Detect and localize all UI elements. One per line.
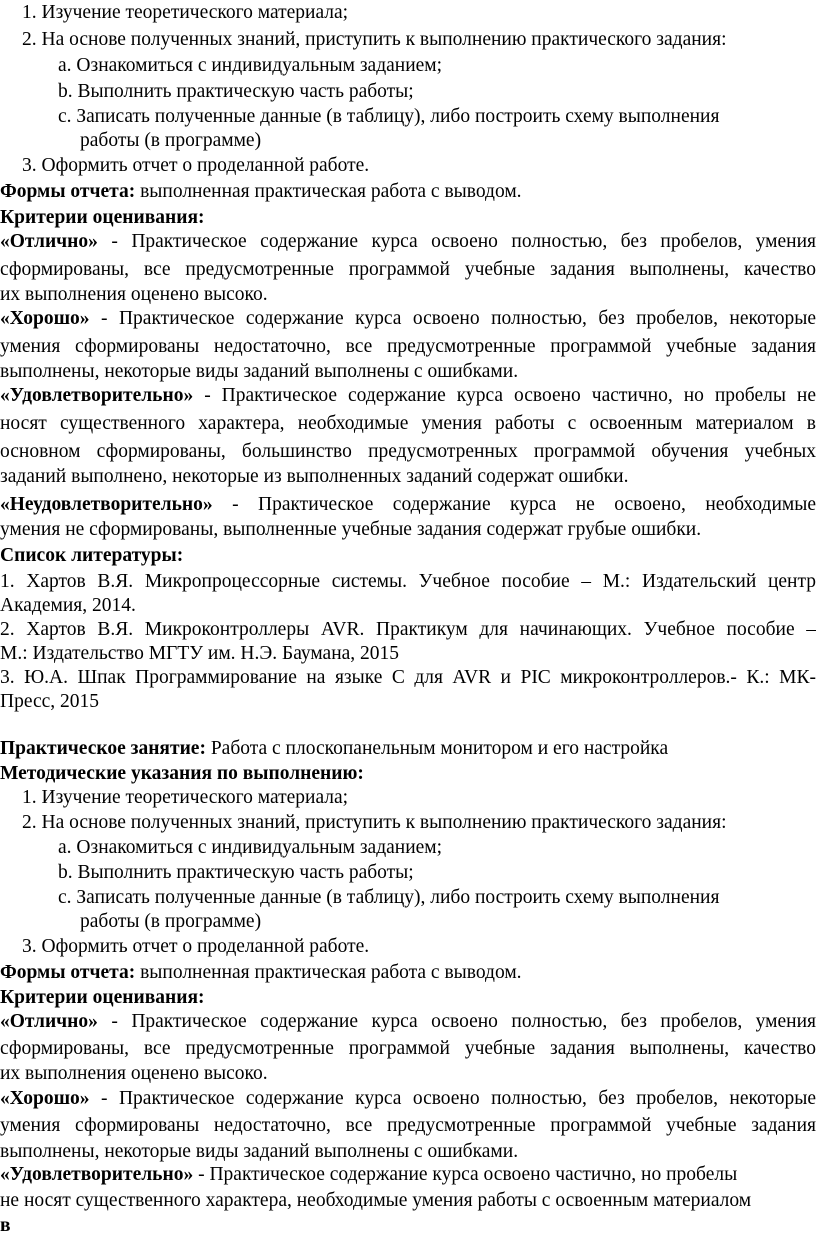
line-text: 2. Хартов В.Я. Микроконтроллеры AVR. Практикум для начинающих. Учебное пособие – xyxy=(0,619,816,640)
text-line xyxy=(0,1164,737,1186)
bold-label: Методические указания по выполнению: xyxy=(0,763,364,784)
text-line xyxy=(0,545,183,567)
line-text: - Практическое содержание курса не освоено, необходимые xyxy=(212,494,816,515)
text-line xyxy=(80,911,261,933)
bold-label: «Неудовлетворительно» xyxy=(0,494,213,515)
text-line xyxy=(58,106,719,128)
line-text: работы (в программе) xyxy=(80,130,262,151)
text-line xyxy=(0,619,816,641)
line-text: 1. Хартов В.Я. Микропроцессорные системы. Учебное пособие – М.: Издательский центр xyxy=(0,571,816,592)
line-text: работы (в программе) xyxy=(80,911,262,932)
line-text: Работа с плоскопанельным монитором и его настройка xyxy=(205,738,669,759)
bold-label: Формы отчета: xyxy=(0,962,136,983)
text-line xyxy=(0,1115,816,1137)
text-line xyxy=(0,1088,816,1110)
line-text: М.: Издательство МГТУ им. Н.Э. Баумана, 2015 xyxy=(0,643,400,664)
line-text: - Практическое содержание курса освоено полностью, без пробелов, некоторые xyxy=(89,1088,816,1109)
line-text: - Практическое содержание курса освоено частично, но пробелы xyxy=(193,1164,738,1185)
bold-label: Критерии оценивания: xyxy=(0,207,205,228)
line-text: b. Выполнить практическую часть работы; xyxy=(58,81,414,102)
line-text: Академия, 2014. xyxy=(0,595,136,616)
bold-label: «Хорошо» xyxy=(0,1088,90,1109)
text-line xyxy=(58,81,414,103)
text-line xyxy=(0,361,518,383)
line-text: не носят существенного характера, необходимые умения работы с освоенным материалом xyxy=(0,1190,752,1211)
line-text: 3. Оформить отчет о проделанной работе. xyxy=(22,936,370,957)
line-text: b. Выполнить практическую часть работы; xyxy=(58,862,414,883)
text-line xyxy=(0,441,816,463)
line-text: их выполнения оценено высоко. xyxy=(0,1063,268,1084)
line-text: сформированы, все предусмотренные программой учебные задания выполнены, качество xyxy=(0,1038,816,1059)
line-text: заданий выполнено, некоторые из выполненных заданий содержат ошибки. xyxy=(0,466,629,487)
line-text: выполненная практическая работа с выводом. xyxy=(135,962,522,983)
text-line xyxy=(0,691,99,713)
text-line xyxy=(0,519,701,541)
text-line xyxy=(0,207,205,229)
line-text: выполнены, некоторые виды заданий выполнены с ошибками. xyxy=(0,361,519,382)
line-text: в xyxy=(0,1215,11,1236)
text-line xyxy=(22,29,727,51)
bold-label: «Удовлетворительно» xyxy=(0,1164,194,1185)
text-line xyxy=(0,181,522,203)
text-line xyxy=(0,643,399,665)
bold-label: «Отлично» xyxy=(0,231,98,252)
line-text: умения не сформированы, выполненные учебные задания содержат грубые ошибки. xyxy=(0,519,702,540)
text-line xyxy=(0,1011,816,1033)
bold-label: «Хорошо» xyxy=(0,308,90,329)
text-line xyxy=(80,130,261,152)
line-text: - Практическое содержание курса освоено частично, но пробелы не xyxy=(193,385,816,406)
line-text: c. Записать полученные данные (в таблицу), либо построить схему выполнения xyxy=(58,887,720,908)
line-text: основном сформированы, большинство предусмотренных программой обучения учебных xyxy=(0,441,816,462)
text-line xyxy=(0,466,628,488)
text-line xyxy=(0,308,816,330)
line-text: 2. На основе полученных знаний, приступить к выполнению практического задания: xyxy=(22,812,727,833)
text-line xyxy=(22,936,369,958)
line-text: 3. Оформить отчет о проделанной работе. xyxy=(22,155,370,176)
line-text: 1. Изучение теоретического материала; xyxy=(22,2,349,23)
line-text: их выполнения оценено высоко. xyxy=(0,284,268,305)
text-line xyxy=(58,887,719,909)
text-line xyxy=(0,987,205,1009)
text-line xyxy=(0,413,816,435)
text-line xyxy=(0,231,816,253)
line-text: a. Ознакомиться с индивидуальным заданием; xyxy=(58,837,443,858)
text-line xyxy=(0,284,268,306)
text-line xyxy=(22,2,348,24)
text-line xyxy=(58,837,442,859)
line-text: - Практическое содержание курса освоено полностью, без пробелов, некоторые xyxy=(89,308,816,329)
line-text: носят существенного характера, необходимые умения работы с освоенным материалом в xyxy=(0,413,816,434)
text-line xyxy=(0,962,522,984)
bold-label: Критерии оценивания: xyxy=(0,987,205,1008)
text-line xyxy=(0,1038,816,1060)
text-line xyxy=(0,336,816,358)
bold-label: Формы отчета: xyxy=(0,181,136,202)
text-line xyxy=(22,787,348,809)
text-line xyxy=(58,862,414,884)
text-line xyxy=(0,667,816,689)
line-text: 1. Изучение теоретического материала; xyxy=(22,787,349,808)
line-text: умения сформированы недостаточно, все предусмотренные программой учебные задания xyxy=(0,336,816,357)
line-text: 2. На основе полученных знаний, приступить к выполнению практического задания: xyxy=(22,29,727,50)
bold-label: Практическое занятие: xyxy=(0,738,206,759)
text-line xyxy=(22,155,369,177)
line-text: a. Ознакомиться с индивидуальным заданием; xyxy=(58,55,443,76)
text-line xyxy=(0,1215,11,1237)
bold-label: Список литературы: xyxy=(0,545,184,566)
text-line xyxy=(0,571,816,593)
bold-label: «Отлично» xyxy=(0,1011,98,1032)
text-line xyxy=(0,763,364,785)
text-line xyxy=(0,1141,518,1163)
line-text: 3. Ю.А. Шпак Программирование на языке С для AVR и PIC микроконтроллеров.- К.: МК- xyxy=(0,667,816,688)
text-line xyxy=(0,1063,268,1085)
text-line xyxy=(0,738,668,760)
line-text: выполнены, некоторые виды заданий выполнены с ошибками. xyxy=(0,1141,519,1162)
text-line xyxy=(22,812,727,834)
line-text: c. Записать полученные данные (в таблицу), либо построить схему выполнения xyxy=(58,106,720,127)
text-line xyxy=(0,259,816,281)
text-line xyxy=(0,385,816,407)
bold-label: «Удовлетворительно» xyxy=(0,385,194,406)
line-text: сформированы, все предусмотренные программой учебные задания выполнены, качество xyxy=(0,259,816,280)
text-line xyxy=(58,55,442,77)
line-text: выполненная практическая работа с выводом. xyxy=(135,181,522,202)
line-text: умения сформированы недостаточно, все предусмотренные программой учебные задания xyxy=(0,1115,816,1136)
line-text: - Практическое содержание курса освоено полностью, без пробелов, умения xyxy=(97,231,816,252)
line-text: Пресс, 2015 xyxy=(0,691,100,712)
text-line xyxy=(0,1190,751,1212)
line-text: - Практическое содержание курса освоено полностью, без пробелов, умения xyxy=(97,1011,816,1032)
text-line xyxy=(0,494,816,516)
text-line xyxy=(0,595,136,617)
